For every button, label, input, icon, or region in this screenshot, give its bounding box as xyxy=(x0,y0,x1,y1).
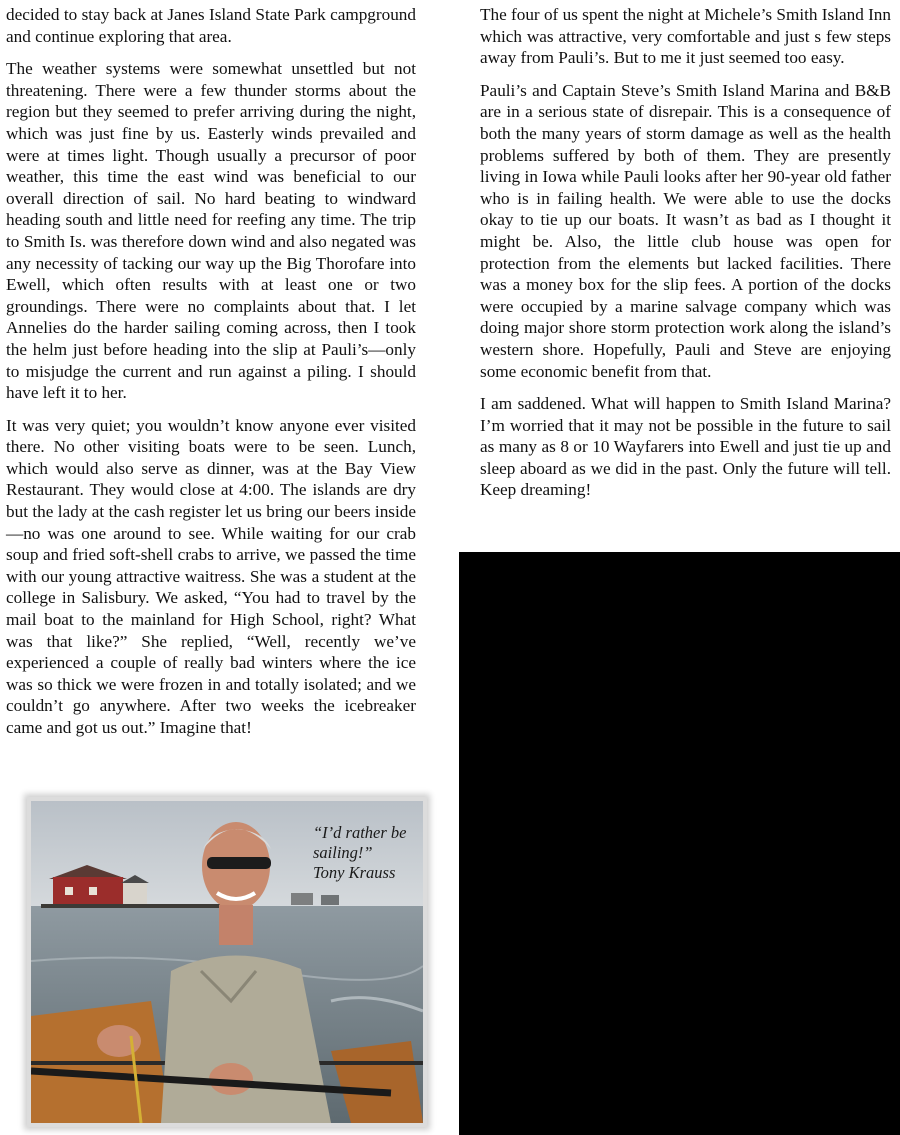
sailor-photo xyxy=(31,801,423,1123)
caption-quote-line-1: “I’d rather be xyxy=(313,823,407,842)
photo-caption xyxy=(313,823,423,883)
black-panel xyxy=(459,552,900,1135)
caption-quote-line-2: sailing!” xyxy=(313,843,373,862)
photo-frame xyxy=(27,797,427,1127)
caption-author: Tony Krauss xyxy=(313,863,396,882)
right-text-column xyxy=(480,4,891,512)
right-paragraph-3: I am saddened. What will happen to Smith Island Marina? I’m worried that it may not be possible in the future to sail as many as 8 or 10 Wayfarers into Ewell and just tie up and sleep aboard as we did in the past. Only the future will tell. Keep dreaming! xyxy=(480,394,891,500)
left-paragraph-3: It was very quiet; you wouldn’t know anyone ever visited there. No other visiting boats were to be seen. Lunch, which would also serve as dinner, was at the Bay View Restaurant. They would close at 4:00. The islands are dry but the lady at the cash register let us bring our beers inside—no was one around to see. While waiting for our crab soup and fried soft-shell crabs to arrive, we passed the time with our young attractive waitress. She was a student at the college in Salisbury. We asked, “You had to travel by the mail boat to the mainland for High School, right? What was that like?” She replied, “Well, recently we’ve experienced a couple of really bad winters where the ice was so thick we were frozen in and totally isolated; and we couldn’t go anywhere. After two weeks the icebreaker came and got us out.” Imagine that! xyxy=(6,415,416,737)
right-paragraph-1: The four of us spent the night at Michele’s Smith Island Inn which was attractive, very comfortable and just s few steps away from Pauli’s. But to me it just seemed too easy. xyxy=(480,5,891,68)
left-text-column xyxy=(6,4,416,750)
right-paragraph-2: Pauli’s and Captain Steve’s Smith Island Marina and B&B are in a serious state of disrepair. This is a consequence of both the many years of storm damage as well as the health problems suffered by both of them. They are presently living in Iowa while Pauli looks after her 90-year old father who is in failing health. We were able to use the docks okay to tie up our boats. It wasn’t as bad as I thought it might be. Also, the little club house was open for protection from the elements but lacked facilities. There was a money box for the slip fees. A portion of the docks were occupied by a marine salvage company which was doing major shore storm protection work along the island’s western shore. Hopefully, Pauli and Steve are enjoying some economic benefit from that. xyxy=(480,80,891,381)
left-paragraph-2: The weather systems were somewhat unsettled but not threatening. There were a few thunder storms about the region but they seemed to prefer arriving during the night, which was just fine by us. Easterly winds prevailed and were at times light. Though usually a precursor of poor weather, this time the east wind was beneficial to our overall direction of sail. No hard beating to windward heading south and little need for reefing any time. The trip to Smith Is. was therefore down wind and also negated was any necessity of tacking our way up the Big Thorofare into Ewell, which often results with at least one or two groundings. There were no complaints about that. I let Annelies do the harder sailing coming across, then I took the helm just before heading into the slip at Pauli’s—only to misjudge the current and run against a piling. I should have left it to her. xyxy=(6,59,416,403)
left-paragraph-1: decided to stay back at Janes Island State Park campground and continue exploring that area. xyxy=(6,5,416,46)
